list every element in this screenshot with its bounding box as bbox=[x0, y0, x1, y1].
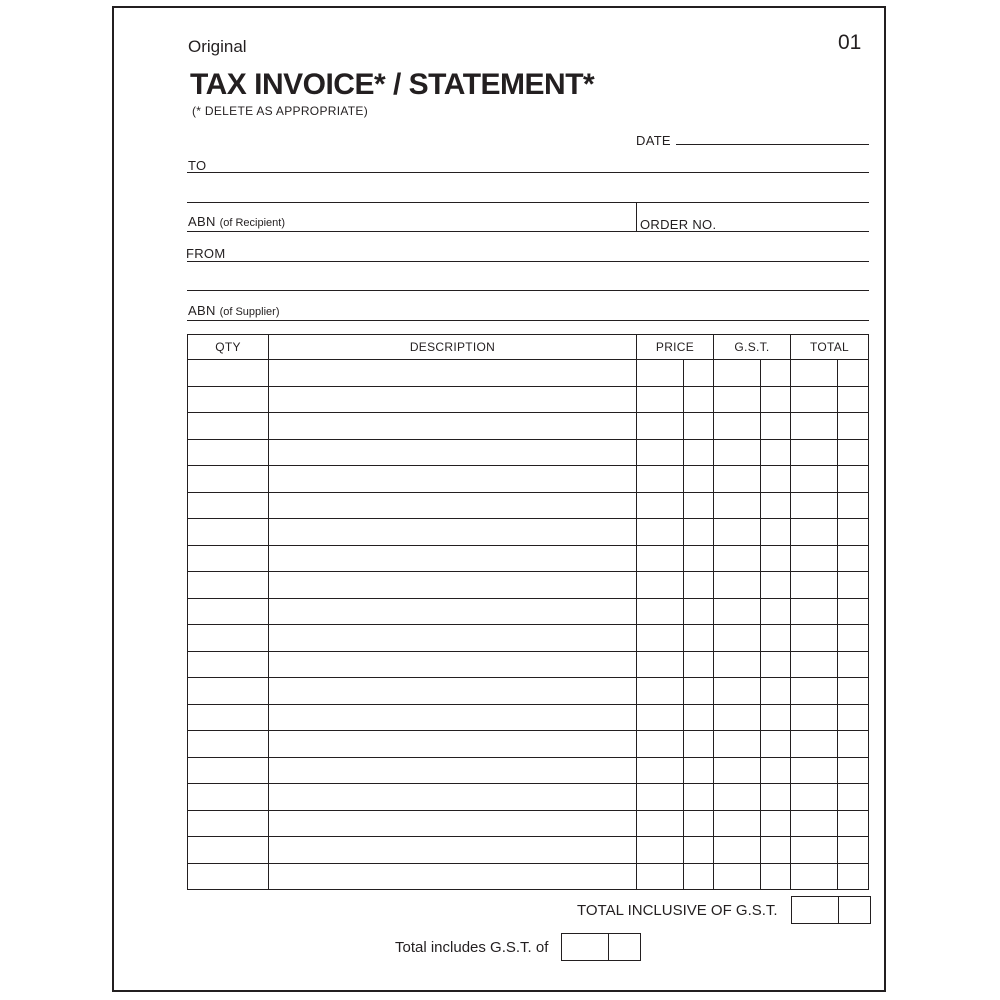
table-row bbox=[188, 360, 869, 387]
total-cents-cell[interactable] bbox=[838, 837, 869, 864]
price-cents-cell[interactable] bbox=[684, 519, 714, 546]
price-cents-cell[interactable] bbox=[684, 784, 714, 811]
abn-recipient-label bbox=[188, 214, 285, 229]
gst-dollars-cell[interactable] bbox=[714, 572, 761, 599]
description-cell[interactable] bbox=[269, 863, 637, 890]
table-row bbox=[188, 545, 869, 572]
abn-supplier-note: (of Supplier) bbox=[219, 306, 280, 318]
qty-cell[interactable] bbox=[188, 625, 269, 652]
price-dollars-cell[interactable] bbox=[637, 837, 684, 864]
price-dollars-cell[interactable] bbox=[637, 598, 684, 625]
total-cents-cell[interactable] bbox=[838, 572, 869, 599]
gst-cents-cell[interactable] bbox=[761, 519, 791, 546]
qty-cell[interactable] bbox=[188, 360, 269, 387]
description-cell[interactable] bbox=[269, 757, 637, 784]
gst-dollars-cell[interactable] bbox=[714, 863, 761, 890]
abn-recipient-label-text: ABN bbox=[188, 214, 216, 229]
qty-cell[interactable] bbox=[188, 492, 269, 519]
description-cell[interactable] bbox=[269, 731, 637, 758]
total-dollars-cell[interactable] bbox=[791, 810, 838, 837]
gst-cents-cell[interactable] bbox=[761, 625, 791, 652]
gst-cents-cell[interactable] bbox=[761, 757, 791, 784]
description-cell[interactable] bbox=[269, 439, 637, 466]
description-cell[interactable] bbox=[269, 360, 637, 387]
total-cents-cell[interactable] bbox=[838, 625, 869, 652]
gst-dollars-cell[interactable] bbox=[714, 519, 761, 546]
column-header-price: PRICE bbox=[637, 335, 714, 360]
total-cents-cell[interactable] bbox=[838, 810, 869, 837]
gst-cents-cell[interactable] bbox=[761, 810, 791, 837]
total-dollars-cell[interactable] bbox=[791, 678, 838, 705]
total-cents-cell[interactable] bbox=[838, 492, 869, 519]
gst-cents-cell[interactable] bbox=[761, 360, 791, 387]
field-divider bbox=[636, 203, 637, 232]
gst-dollars-cell[interactable] bbox=[714, 492, 761, 519]
table-row bbox=[188, 678, 869, 705]
total-inclusive-box[interactable] bbox=[791, 896, 871, 924]
price-cents-cell[interactable] bbox=[684, 466, 714, 493]
total-dollars-cell[interactable] bbox=[791, 519, 838, 546]
description-cell[interactable] bbox=[269, 572, 637, 599]
price-dollars-cell[interactable] bbox=[637, 678, 684, 705]
price-dollars-cell[interactable] bbox=[637, 625, 684, 652]
price-cents-cell[interactable] bbox=[684, 545, 714, 572]
total-dollars-cell[interactable] bbox=[791, 784, 838, 811]
total-dollars-cell[interactable] bbox=[791, 837, 838, 864]
total-cents-cell[interactable] bbox=[838, 731, 869, 758]
qty-cell[interactable] bbox=[188, 651, 269, 678]
table-row bbox=[188, 757, 869, 784]
total-dollars-cell[interactable] bbox=[791, 731, 838, 758]
gst-dollars-cell[interactable] bbox=[714, 625, 761, 652]
form-number: 01 bbox=[838, 31, 862, 54]
total-dollars-cell[interactable] bbox=[791, 466, 838, 493]
date-field[interactable] bbox=[676, 144, 869, 145]
total-dollars-cell[interactable] bbox=[791, 545, 838, 572]
gst-dollars-cell[interactable] bbox=[714, 598, 761, 625]
price-cents-cell[interactable] bbox=[684, 386, 714, 413]
qty-cell[interactable] bbox=[188, 837, 269, 864]
qty-cell[interactable] bbox=[188, 386, 269, 413]
price-dollars-cell[interactable] bbox=[637, 439, 684, 466]
price-cents-cell[interactable] bbox=[684, 731, 714, 758]
abn-recipient-note: (of Recipient) bbox=[219, 217, 285, 229]
description-cell[interactable] bbox=[269, 545, 637, 572]
gst-cents-cell[interactable] bbox=[761, 572, 791, 599]
qty-cell[interactable] bbox=[188, 757, 269, 784]
gst-dollars-cell[interactable] bbox=[714, 651, 761, 678]
abn-supplier-label-text: ABN bbox=[188, 303, 216, 318]
price-dollars-cell[interactable] bbox=[637, 545, 684, 572]
gst-cents-cell[interactable] bbox=[761, 386, 791, 413]
table-row bbox=[188, 837, 869, 864]
table-row bbox=[188, 731, 869, 758]
qty-cell[interactable] bbox=[188, 598, 269, 625]
total-cents-cell[interactable] bbox=[838, 519, 869, 546]
gst-cents-cell[interactable] bbox=[761, 439, 791, 466]
qty-cell[interactable] bbox=[188, 545, 269, 572]
total-cents-cell[interactable] bbox=[838, 598, 869, 625]
total-cents-cell[interactable] bbox=[838, 545, 869, 572]
qty-cell[interactable] bbox=[188, 466, 269, 493]
total-dollars-cell[interactable] bbox=[791, 386, 838, 413]
column-header-gst: G.S.T. bbox=[714, 335, 791, 360]
qty-cell[interactable] bbox=[188, 678, 269, 705]
abn-supplier-label bbox=[188, 303, 279, 318]
table-row bbox=[188, 598, 869, 625]
gst-dollars-cell[interactable] bbox=[714, 757, 761, 784]
price-dollars-cell[interactable] bbox=[637, 413, 684, 440]
description-cell[interactable] bbox=[269, 386, 637, 413]
total-inclusive-cents[interactable] bbox=[838, 897, 870, 923]
description-cell[interactable] bbox=[269, 625, 637, 652]
qty-cell[interactable] bbox=[188, 810, 269, 837]
table-row bbox=[188, 492, 869, 519]
table-row bbox=[188, 625, 869, 652]
description-cell[interactable] bbox=[269, 466, 637, 493]
qty-cell[interactable] bbox=[188, 704, 269, 731]
copy-label: Original bbox=[188, 37, 247, 56]
gst-dollars-cell[interactable] bbox=[714, 810, 761, 837]
qty-cell[interactable] bbox=[188, 731, 269, 758]
total-inclusive-dollars[interactable] bbox=[792, 897, 838, 923]
table-row bbox=[188, 863, 869, 890]
description-cell[interactable] bbox=[269, 519, 637, 546]
gst-dollars-cell[interactable] bbox=[714, 837, 761, 864]
total-cents-cell[interactable] bbox=[838, 386, 869, 413]
total-dollars-cell[interactable] bbox=[791, 572, 838, 599]
table-row bbox=[188, 439, 869, 466]
from-field-line-1[interactable] bbox=[187, 261, 869, 262]
total-dollars-cell[interactable] bbox=[791, 651, 838, 678]
total-cents-cell[interactable] bbox=[838, 466, 869, 493]
price-cents-cell[interactable] bbox=[684, 837, 714, 864]
table-row bbox=[188, 386, 869, 413]
gst-dollars-cell[interactable] bbox=[714, 678, 761, 705]
total-gst-box[interactable] bbox=[561, 933, 641, 961]
column-header-total: TOTAL bbox=[791, 335, 869, 360]
gst-cents-cell[interactable] bbox=[761, 545, 791, 572]
order-no-label: ORDER NO. bbox=[640, 217, 717, 232]
price-cents-cell[interactable] bbox=[684, 757, 714, 784]
total-dollars-cell[interactable] bbox=[791, 439, 838, 466]
qty-cell[interactable] bbox=[188, 784, 269, 811]
table-row bbox=[188, 466, 869, 493]
total-cents-cell[interactable] bbox=[838, 439, 869, 466]
to-label: TO bbox=[188, 158, 207, 173]
gst-dollars-cell[interactable] bbox=[714, 439, 761, 466]
price-dollars-cell[interactable] bbox=[637, 360, 684, 387]
total-cents-cell[interactable] bbox=[838, 863, 869, 890]
gst-cents-cell[interactable] bbox=[761, 678, 791, 705]
to-field-line-1[interactable] bbox=[187, 172, 869, 173]
total-dollars-cell[interactable] bbox=[791, 360, 838, 387]
qty-cell[interactable] bbox=[188, 413, 269, 440]
line-items-body bbox=[188, 360, 869, 890]
total-dollars-cell[interactable] bbox=[791, 598, 838, 625]
description-cell[interactable] bbox=[269, 837, 637, 864]
price-cents-cell[interactable] bbox=[684, 625, 714, 652]
table-header-row bbox=[188, 335, 869, 360]
price-cents-cell[interactable] bbox=[684, 863, 714, 890]
price-dollars-cell[interactable] bbox=[637, 466, 684, 493]
price-cents-cell[interactable] bbox=[684, 413, 714, 440]
price-cents-cell[interactable] bbox=[684, 439, 714, 466]
gst-dollars-cell[interactable] bbox=[714, 545, 761, 572]
gst-cents-cell[interactable] bbox=[761, 651, 791, 678]
line-items-table bbox=[187, 334, 869, 890]
total-cents-cell[interactable] bbox=[838, 784, 869, 811]
total-cents-cell[interactable] bbox=[838, 413, 869, 440]
gst-cents-cell[interactable] bbox=[761, 598, 791, 625]
total-cents-cell[interactable] bbox=[838, 360, 869, 387]
gst-cents-cell[interactable] bbox=[761, 492, 791, 519]
price-dollars-cell[interactable] bbox=[637, 386, 684, 413]
abn-recipient-field[interactable] bbox=[187, 231, 869, 232]
table-row bbox=[188, 519, 869, 546]
gst-dollars-cell[interactable] bbox=[714, 360, 761, 387]
price-cents-cell[interactable] bbox=[684, 651, 714, 678]
price-cents-cell[interactable] bbox=[684, 678, 714, 705]
gst-cents-cell[interactable] bbox=[761, 731, 791, 758]
abn-supplier-field[interactable] bbox=[187, 320, 869, 321]
price-dollars-cell[interactable] bbox=[637, 784, 684, 811]
description-cell[interactable] bbox=[269, 413, 637, 440]
total-dollars-cell[interactable] bbox=[791, 492, 838, 519]
price-cents-cell[interactable] bbox=[684, 360, 714, 387]
description-cell[interactable] bbox=[269, 678, 637, 705]
total-dollars-cell[interactable] bbox=[791, 863, 838, 890]
date-label: DATE bbox=[636, 133, 671, 148]
table-row bbox=[188, 651, 869, 678]
column-header-description: DESCRIPTION bbox=[269, 335, 637, 360]
gst-cents-cell[interactable] bbox=[761, 784, 791, 811]
total-inclusive-label: TOTAL INCLUSIVE OF G.S.T. bbox=[577, 902, 778, 919]
price-dollars-cell[interactable] bbox=[637, 492, 684, 519]
price-dollars-cell[interactable] bbox=[637, 704, 684, 731]
total-cents-cell[interactable] bbox=[838, 704, 869, 731]
price-cents-cell[interactable] bbox=[684, 492, 714, 519]
table-row bbox=[188, 784, 869, 811]
total-gst-dollars[interactable] bbox=[562, 934, 608, 960]
gst-dollars-cell[interactable] bbox=[714, 413, 761, 440]
gst-dollars-cell[interactable] bbox=[714, 386, 761, 413]
total-cents-cell[interactable] bbox=[838, 678, 869, 705]
gst-dollars-cell[interactable] bbox=[714, 784, 761, 811]
total-dollars-cell[interactable] bbox=[791, 413, 838, 440]
gst-cents-cell[interactable] bbox=[761, 466, 791, 493]
title-note: (* DELETE AS APPROPRIATE) bbox=[192, 104, 368, 118]
total-dollars-cell[interactable] bbox=[791, 625, 838, 652]
total-gst-cents[interactable] bbox=[608, 934, 640, 960]
gst-dollars-cell[interactable] bbox=[714, 704, 761, 731]
page-title: TAX INVOICE* / STATEMENT* bbox=[190, 68, 595, 101]
price-cents-cell[interactable] bbox=[684, 704, 714, 731]
description-cell[interactable] bbox=[269, 492, 637, 519]
table-row bbox=[188, 810, 869, 837]
qty-cell[interactable] bbox=[188, 572, 269, 599]
description-cell[interactable] bbox=[269, 598, 637, 625]
qty-cell[interactable] bbox=[188, 863, 269, 890]
price-dollars-cell[interactable] bbox=[637, 572, 684, 599]
description-cell[interactable] bbox=[269, 704, 637, 731]
price-cents-cell[interactable] bbox=[684, 598, 714, 625]
table-row bbox=[188, 413, 869, 440]
gst-cents-cell[interactable] bbox=[761, 704, 791, 731]
gst-cents-cell[interactable] bbox=[761, 863, 791, 890]
description-cell[interactable] bbox=[269, 810, 637, 837]
price-dollars-cell[interactable] bbox=[637, 519, 684, 546]
total-cents-cell[interactable] bbox=[838, 757, 869, 784]
from-label: FROM bbox=[186, 246, 226, 261]
total-cents-cell[interactable] bbox=[838, 651, 869, 678]
price-dollars-cell[interactable] bbox=[637, 757, 684, 784]
total-dollars-cell[interactable] bbox=[791, 757, 838, 784]
description-cell[interactable] bbox=[269, 784, 637, 811]
price-dollars-cell[interactable] bbox=[637, 731, 684, 758]
price-dollars-cell[interactable] bbox=[637, 863, 684, 890]
qty-cell[interactable] bbox=[188, 439, 269, 466]
table-row bbox=[188, 704, 869, 731]
qty-cell[interactable] bbox=[188, 519, 269, 546]
gst-dollars-cell[interactable] bbox=[714, 466, 761, 493]
gst-cents-cell[interactable] bbox=[761, 837, 791, 864]
table-row bbox=[188, 572, 869, 599]
price-dollars-cell[interactable] bbox=[637, 651, 684, 678]
price-cents-cell[interactable] bbox=[684, 572, 714, 599]
gst-cents-cell[interactable] bbox=[761, 413, 791, 440]
total-dollars-cell[interactable] bbox=[791, 704, 838, 731]
column-header-qty: QTY bbox=[188, 335, 269, 360]
gst-dollars-cell[interactable] bbox=[714, 731, 761, 758]
description-cell[interactable] bbox=[269, 651, 637, 678]
price-dollars-cell[interactable] bbox=[637, 810, 684, 837]
to-field-line-2[interactable] bbox=[187, 202, 869, 203]
from-field-line-2[interactable] bbox=[187, 290, 869, 291]
price-cents-cell[interactable] bbox=[684, 810, 714, 837]
total-gst-label: Total includes G.S.T. of bbox=[395, 939, 549, 956]
